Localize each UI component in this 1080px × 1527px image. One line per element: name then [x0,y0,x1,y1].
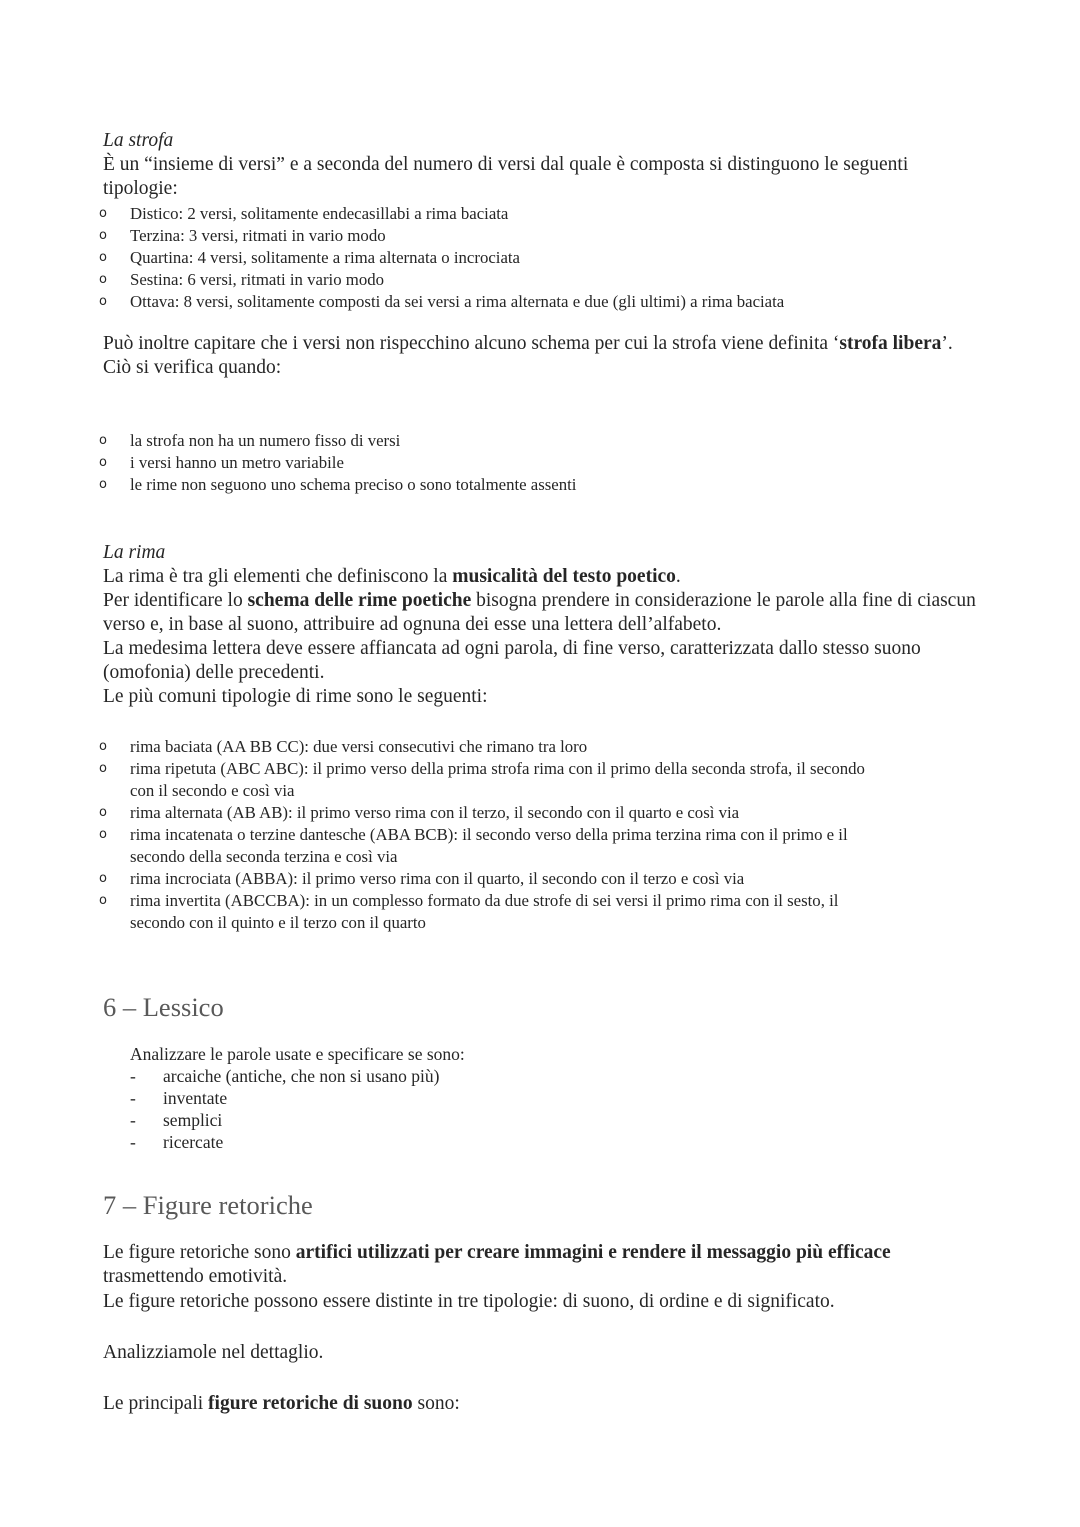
section-rima: La rima La rima è tra gli elementi che definiscono la musicalità del testo poetico. Per identificare lo schema delle rime poetiche bisogna prendere in considerazione le parole alla fine di ciascun verso e, in base al suono, attribuire ad ognuna dei esse una lettera dell’alfabeto. La medesima lettera deve essere affiancata ad ogni parola, di fine verso, caratterizzata dallo stesso suono (omofonia) delle precedenti. Le più comuni tipologie di rime sono le seguenti: [103,541,983,709]
circle-bullet-icon: o [99,477,107,492]
strofa-conditions-list [99,430,983,496]
list-item: o rima invertita (ABCCBA): in un complesso formato da due strofe di sei versi il primo rima con il sesto, il secondo con il quinto e il terzo con il quarto [103,890,893,934]
strofa-libera-paragraph: Può inoltre capitare che i versi non rispecchino alcuno schema per cui la strofa viene definita ‘strofa libera’. Ciò si verifica quando: [103,332,983,380]
dash-bullet: - [130,1132,136,1152]
circle-bullet-icon: o [99,805,107,820]
lessico-intro: Analizzare le parole usate e specificare se sono: [130,1044,465,1064]
dash-bullet: - [130,1088,136,1108]
strofa-conditions [99,430,983,496]
list-item: o le rime non seguono uno schema preciso o sono totalmente assenti [103,474,983,496]
circle-bullet-icon: o [99,455,107,470]
figure-heading: 7 – Figure retoriche [103,1190,313,1220]
list-item: - semplici [130,1110,223,1130]
list-item: - arcaiche (antiche, che non si usano più) [130,1066,440,1086]
circle-bullet-icon: o [99,433,107,448]
circle-bullet-icon: o [99,871,107,886]
figure-p4: Le principali figure retoriche di suono sono: [103,1393,460,1414]
list-item: o rima baciata (AA BB CC): due versi consecutivi che rimano tra loro [103,736,893,758]
circle-bullet-icon: o [99,228,107,243]
circle-bullet-icon: o [99,761,107,776]
figure-p1: Le figure retoriche sono artifici utilizzati per creare immagini e rendere il messaggio più efficace trasmettendo emotività. [103,1242,891,1287]
circle-bullet-icon: o [99,893,107,908]
list-item: o rima ripetuta (ABC ABC): il primo verso della prima strofa rima con il primo della seconda strofa, il secondo con il secondo e così via [103,758,893,802]
circle-bullet-icon: o [99,294,107,309]
list-item: - inventate [130,1088,228,1108]
circle-bullet-icon: o [99,206,107,221]
rima-types [99,736,893,934]
section-strofa [99,129,983,313]
list-item: o la strofa non ha un numero fisso di versi [103,430,983,452]
section-lessico [130,1043,830,1153]
lessico-list [130,1065,830,1153]
list-item: o Sestina: 6 versi, ritmati in vario modo [103,269,983,291]
rima-p4: Le più comuni tipologie di rime sono le seguenti: [103,686,488,707]
strofa-types-list [99,203,983,313]
list-item: o Quartina: 4 versi, solitamente a rima alternata o incrociata [103,247,983,269]
strofa-libera-term: strofa libera [839,333,942,354]
list-item: o i versi hanno un metro variabile [103,452,983,474]
circle-bullet-icon: o [99,250,107,265]
strofa-quando: Ciò si verifica quando: [103,357,282,378]
list-item: o rima incrociata (ABBA): il primo verso rima con il quarto, il secondo con il terzo e così via [103,868,893,890]
lessico-heading: 6 – Lessico [103,992,224,1022]
circle-bullet-icon: o [99,739,107,754]
strofa-heading: La strofa [103,130,174,151]
dash-bullet: - [130,1110,136,1130]
rima-p3: La medesima lettera deve essere affiancata ad ogni parola, di fine verso, caratterizzata dallo stesso suono (omofonia) delle precedenti. [103,638,921,683]
dash-bullet: - [130,1066,136,1086]
circle-bullet-icon: o [99,827,107,842]
rima-types-list [99,736,893,934]
strofa-intro: È un “insieme di versi” e a seconda del numero di versi dal quale è composta si distinguono le seguenti tipologie: [103,154,909,199]
circle-bullet-icon: o [99,272,107,287]
list-item: o Ottava: 8 versi, solitamente composti da sei versi a rima alternata e due (gli ultimi) a rima baciata [103,291,983,313]
figure-p2: Le figure retoriche possono essere distinte in tre tipologie: di suono, di ordine e di significato. [103,1291,835,1312]
section-figure [103,1241,903,1289]
list-item: - ricercate [130,1132,224,1152]
list-item: o Terzina: 3 versi, ritmati in vario modo [103,225,983,247]
list-item: o rima alternata (AB AB): il primo verso rima con il terzo, il secondo con il quarto e così via [103,802,893,824]
figure-p3: Analizziamole nel dettaglio. [103,1342,324,1363]
rima-heading: La rima [103,542,166,563]
list-item: o rima incatenata o terzine dantesche (ABA BCB): il secondo verso della prima terzina rima con il primo e il secondo della seconda terzina e così via [103,824,893,868]
list-item: o Distico: 2 versi, solitamente endecasillabi a rima baciata [103,203,983,225]
